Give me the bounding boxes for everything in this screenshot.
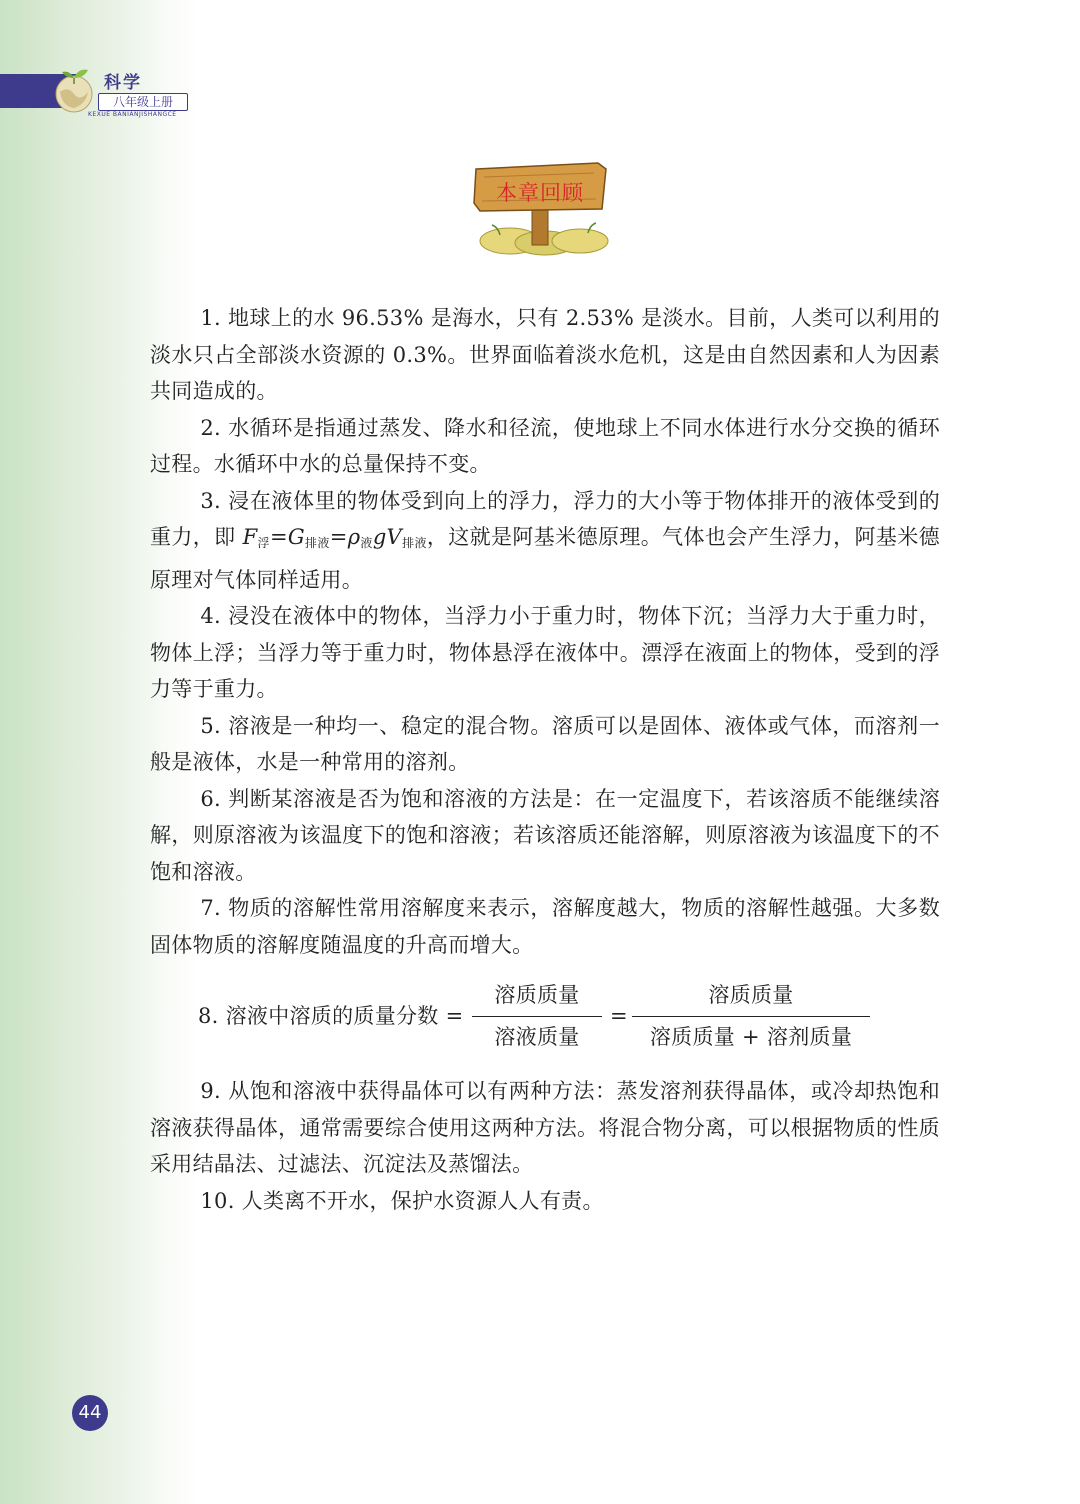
formula-sub-liquid: 液 [360,536,373,550]
fraction-1-denominator: 溶液质量 [494,1024,580,1049]
review-item-7: 7. 物质的溶解性常用溶解度来表示，溶解度越大，物质的溶解性越强。大多数固体物质的溶解度随温度的升高而增大。 [150,896,940,957]
review-item-1: 1. 地球上的水 96.53% 是海水，只有 2.53% 是淡水。目前，人类可以利用的淡水只占全部淡水资源的 0.3%。世界面临着淡水危机，这是由自然因素和人为因素共同造成的。 [150,306,940,403]
fraction-2-numerator: 溶质质量 [632,977,870,1017]
review-item-10: 10. 人类离不开水，保护水资源人人有责。 [200,1188,604,1213]
review-item-9: 9. 从饱和溶液中获得晶体可以有两种方法：蒸发溶剂获得晶体，或冷却热饱和溶液获得晶体，通常需要综合使用这两种方法。将混合物分离，可以根据物质的性质采用结晶法、过滤法、沉淀法及蒸馏法。 [150,1079,940,1176]
section-title: 本章回顾 [496,181,584,205]
review-item-3-text-a: 3. 浸在液体里的物体受到向上的浮力，浮力的大小等于物体排开的液体受到的重力，即 [150,488,940,549]
formula-label: 8. 溶液中溶质的质量分数 = [198,1004,464,1028]
formula-eq1: = [269,525,288,549]
globe-logo-icon [50,66,98,114]
fraction-1-numerator: 溶质质量 [472,977,602,1017]
formula-eq2: = [329,525,348,549]
review-item-6: 6. 判断某溶液是否为饱和溶液的方法是：在一定温度下，若该溶质不能继续溶解，则原溶液为该温度下的饱和溶液；若该溶质还能溶解，则原溶液为该温度下的不饱和溶液。 [150,786,940,884]
review-item-2: 2. 水循环是指通过蒸发、降水和径流，使地球上不同水体进行水分交换的循环过程。水循环中水的总量保持不变。 [150,415,940,476]
formula-rho: ρ [347,525,361,549]
formula-equals: = [610,1004,628,1028]
formula-sub-float: 浮 [257,536,270,550]
page-number: 44 [72,1395,108,1431]
fraction-solute-over-solution [472,977,602,1055]
page-header [0,60,210,120]
chapter-review-sign [470,155,620,260]
review-item-4: 4. 浸没在液体中的物体，当浮力小于重力时，物体下沉；当浮力大于重力时，物体上浮；当浮力等于重力时，物体悬浮在液体中。漂浮在液面上的物体，受到的浮力等于重力。 [150,604,940,701]
fraction-solute-over-sum [632,977,870,1055]
subject-label: 科学 [104,73,142,93]
formula-sub-displaced-2: 排液 [402,536,427,550]
formula-f: F [242,525,258,549]
grade-label: 八年级上册 [98,93,188,111]
pinyin-label: KEXUE BANIANJISHANGCE [88,111,177,118]
fraction-2-denominator: 溶质质量 + 溶剂质量 [649,1024,853,1049]
review-item-5: 5. 溶液是一种均一、稳定的混合物。溶质可以是固体、液体或气体，而溶剂一般是液体，水是一种常用的溶剂。 [150,713,940,774]
formula-g: G [287,525,305,549]
review-item-3-text-b: ，这就是阿基米德原理。气体也会产生浮力，阿基米德原理对气体同样适用。 [150,525,940,592]
review-item-3 [150,483,940,599]
formula-gv: gV [372,525,403,549]
review-item-8-formula [150,969,940,1069]
formula-sub-displaced-1: 排液 [304,536,330,550]
wooden-sign-icon [470,155,620,260]
chapter-review-content [150,300,940,1219]
